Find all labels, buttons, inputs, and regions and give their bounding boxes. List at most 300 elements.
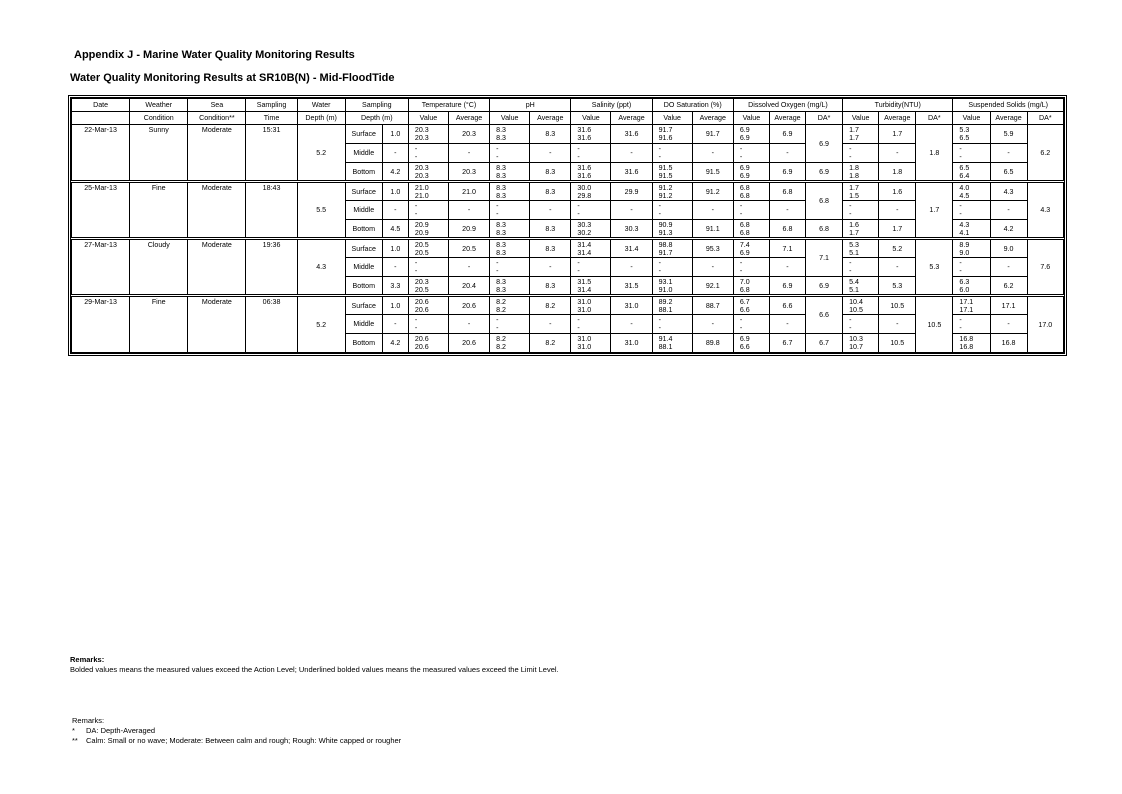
cell-do-2: 6.8	[739, 228, 750, 237]
cell-temp-avg: 20.3	[449, 163, 490, 182]
cell-turb-avg: 10.5	[879, 296, 916, 315]
cell-water-depth: 5.2	[297, 296, 345, 353]
remark-mark: *	[72, 726, 75, 735]
cell-turb-avg: 5.3	[879, 277, 916, 296]
cell-depth: 1.0	[382, 239, 408, 258]
cell-water-depth: 5.5	[297, 182, 345, 239]
col-do-da: DA*	[806, 112, 843, 125]
cell-sal-2: 31.0	[577, 305, 592, 314]
cell-temp-1: -	[414, 259, 418, 267]
cell-turb-2: -	[849, 210, 852, 218]
cell-ss-1: 5.3	[959, 126, 970, 134]
cell-sal	[571, 258, 611, 277]
cell-sea: Moderate	[188, 296, 246, 353]
cell-do	[733, 277, 769, 296]
cell-do	[733, 258, 769, 277]
cell-do	[733, 315, 769, 334]
col-ph-value: Value	[490, 112, 530, 125]
cell-ph-2: -	[496, 153, 499, 161]
cell-temp-1: 20.3	[414, 277, 429, 286]
cell-turb-da: 1.7	[916, 182, 953, 239]
cell-do-da: 6.8	[806, 182, 843, 220]
cell-turb-1: 1.6	[849, 220, 859, 229]
cell-turb	[843, 182, 879, 201]
cell-sal	[571, 277, 611, 296]
cell-ph-1: -	[496, 202, 499, 210]
cell-ph	[490, 182, 530, 201]
cell-temp-2: 20.6	[414, 343, 429, 351]
cell-temp	[408, 220, 448, 239]
cell-dos-2: -	[658, 210, 661, 218]
cell-sal	[571, 125, 611, 144]
cell-ss-avg: 17.1	[990, 296, 1027, 315]
cell-ss-1: -	[959, 259, 962, 267]
cell-ph-2: 8.2	[496, 305, 507, 314]
col-date-sub	[72, 112, 130, 125]
cell-temp-avg: 20.6	[449, 296, 490, 315]
cell-do-2: 6.9	[739, 171, 750, 180]
cell-ph-2: 8.3	[496, 134, 507, 142]
cell-ph-2: 8.2	[496, 343, 507, 351]
col-sea: Sea	[188, 99, 246, 112]
cell-sal	[571, 201, 611, 220]
cell-temp-1: 20.6	[414, 335, 429, 343]
cell-sal	[571, 334, 611, 353]
table-row	[72, 296, 1064, 315]
cell-turb	[843, 144, 879, 163]
cell-depth: 1.0	[382, 125, 408, 144]
cell-dos-avg: -	[692, 258, 733, 277]
cell-ss-1: 16.8	[959, 335, 974, 343]
cell-do-1: 6.9	[739, 163, 750, 172]
cell-ss-2: -	[959, 324, 962, 332]
cell-ph	[490, 277, 530, 296]
cell-ss-avg: -	[990, 315, 1027, 334]
cell-ph-avg: -	[530, 144, 571, 163]
cell-turb-2: 5.1	[849, 285, 859, 294]
cell-do-1: -	[739, 316, 743, 324]
cell-time: 19:36	[246, 239, 297, 296]
cell-dos-1: 91.2	[658, 183, 673, 192]
cell-ss-avg: 5.9	[990, 125, 1027, 144]
cell-depth: -	[382, 201, 408, 220]
cell-ss-1: 4.3	[959, 220, 970, 229]
cell-ss-1: -	[959, 202, 962, 210]
cell-dos-2: -	[658, 267, 661, 275]
cell-temp	[408, 258, 448, 277]
cell-ss	[953, 258, 990, 277]
cell-ss	[953, 125, 990, 144]
cell-do-avg: 6.6	[769, 296, 805, 315]
cell-turb-2: 1.7	[849, 134, 859, 142]
cell-ph	[490, 258, 530, 277]
cell-sal-1: 31.6	[577, 163, 592, 172]
cell-turb	[843, 277, 879, 296]
cell-sal-1: 31.0	[577, 297, 592, 306]
cell-ss-2: 6.4	[959, 171, 970, 180]
cell-ph	[490, 315, 530, 334]
cell-turb	[843, 296, 879, 315]
cell-dos-2: -	[658, 153, 661, 161]
table-row	[72, 125, 1064, 144]
cell-sal	[571, 144, 611, 163]
col-temp-value: Value	[408, 112, 448, 125]
cell-do-1: 7.4	[739, 240, 750, 249]
cell-turb-1: 5.4	[849, 277, 859, 286]
cell-do-1: 6.8	[739, 183, 750, 192]
cell-ph-2: 8.3	[496, 285, 507, 294]
col-sampling-depth: Sampling	[345, 99, 408, 112]
cell-temp-2: 20.5	[414, 248, 429, 257]
cell-turb-avg: -	[879, 258, 916, 277]
cell-ss	[953, 201, 990, 220]
cell-sal-2: -	[577, 324, 580, 332]
col-water-sub: Depth (m)	[297, 112, 345, 125]
cell-do-2: -	[739, 210, 743, 218]
cell-do-da: 7.1	[806, 239, 843, 277]
cell-weather: Sunny	[130, 125, 188, 182]
table-row	[72, 182, 1064, 201]
cell-ph-avg: 8.2	[530, 334, 571, 353]
col-turbidity: Turbidity(NTU)	[843, 99, 953, 112]
col-time-sub: Time	[246, 112, 297, 125]
cell-sal-2: 31.4	[577, 248, 592, 257]
cell-sal-2: -	[577, 210, 580, 218]
cell-turb-avg: 1.7	[879, 220, 916, 239]
cell-do-avg: -	[769, 258, 805, 277]
cell-dos-avg: 91.5	[692, 163, 733, 182]
cell-weather: Fine	[130, 182, 188, 239]
cell-sal-1: 31.4	[577, 240, 592, 249]
cell-depth: -	[382, 315, 408, 334]
cell-do-2: 6.9	[739, 248, 750, 257]
appendix-title: Appendix J - Marine Water Quality Monitoring Results	[74, 49, 355, 61]
cell-turb-1: 10.3	[849, 335, 863, 343]
cell-ph-2: 8.3	[496, 248, 507, 257]
remarks-notes-heading: Remarks:	[72, 716, 105, 725]
cell-temp-2: -	[414, 153, 418, 161]
col-turb-average: Average	[879, 112, 916, 125]
cell-do-avg: 6.7	[769, 334, 805, 353]
cell-temp	[408, 125, 448, 144]
cell-temp-1: -	[414, 145, 418, 153]
cell-do	[733, 239, 769, 258]
cell-dos-2: 91.5	[658, 171, 673, 180]
cell-sal-1: -	[577, 316, 580, 324]
cell-ph-avg: -	[530, 258, 571, 277]
cell-do-1: -	[739, 145, 743, 153]
cell-turb-2: 10.5	[849, 305, 863, 314]
cell-depth: 4.5	[382, 220, 408, 239]
cell-ss-da: 7.6	[1027, 239, 1063, 296]
cell-turb-1: -	[849, 259, 852, 267]
cell-turb-2: 1.8	[849, 171, 859, 180]
cell-temp-avg: 21.0	[449, 182, 490, 201]
col-sal-value: Value	[571, 112, 611, 125]
remark-text: Calm: Small or no wave; Moderate: Between calm and rough; Rough: White capped or rougher	[86, 736, 402, 745]
cell-depth: -	[382, 258, 408, 277]
cell-ss-avg: -	[990, 201, 1027, 220]
cell-ss-avg: -	[990, 258, 1027, 277]
cell-level: Middle	[345, 315, 382, 334]
cell-dos	[652, 125, 692, 144]
cell-ss	[953, 144, 990, 163]
cell-dos-avg: -	[692, 144, 733, 163]
cell-ph-avg: 8.3	[530, 182, 571, 201]
cell-level: Surface	[345, 296, 382, 315]
cell-turb-avg: 1.7	[879, 125, 916, 144]
cell-dos	[652, 182, 692, 201]
cell-sal	[571, 315, 611, 334]
cell-sea: Moderate	[188, 125, 246, 182]
cell-sal	[571, 296, 611, 315]
cell-dos	[652, 315, 692, 334]
cell-ph	[490, 163, 530, 182]
cell-ss-avg: 4.2	[990, 220, 1027, 239]
cell-ss-2: 16.8	[959, 343, 974, 351]
cell-temp-1: 20.5	[414, 240, 429, 249]
remark-item	[72, 736, 401, 746]
remark-item	[72, 726, 401, 736]
cell-ph-2: -	[496, 210, 499, 218]
cell-ss-da: 17.0	[1027, 296, 1063, 353]
cell-sal-2: 29.8	[577, 191, 592, 200]
cell-sal-avg: -	[611, 201, 652, 220]
cell-do-da-bottom: 6.9	[806, 163, 843, 182]
cell-sal-1: 30.3	[577, 220, 592, 229]
cell-do-da-bottom: 6.8	[806, 220, 843, 239]
cell-turb-1: -	[849, 202, 852, 210]
cell-ph-avg: -	[530, 201, 571, 220]
cell-time: 15:31	[246, 125, 297, 182]
cell-dos-avg: 91.2	[692, 182, 733, 201]
cell-turb	[843, 125, 879, 144]
cell-level: Surface	[345, 239, 382, 258]
cell-level: Surface	[345, 182, 382, 201]
cell-dos-2: 91.6	[658, 134, 673, 142]
cell-dos-avg: 88.7	[692, 296, 733, 315]
cell-ph-1: 8.3	[496, 183, 507, 192]
cell-do	[733, 144, 769, 163]
cell-turb	[843, 334, 879, 353]
cell-sal-avg: 29.9	[611, 182, 652, 201]
cell-turb	[843, 201, 879, 220]
cell-turb-2: -	[849, 324, 852, 332]
cell-dos-avg: -	[692, 201, 733, 220]
col-date: Date	[72, 99, 130, 112]
cell-ss-2: -	[959, 153, 962, 161]
col-do-value: Value	[733, 112, 769, 125]
cell-dos-avg: 89.8	[692, 334, 733, 353]
table-body	[72, 125, 1064, 353]
cell-date: 22-Mar-13	[72, 125, 130, 182]
cell-sal-2: 31.6	[577, 171, 592, 180]
cell-sal	[571, 220, 611, 239]
col-ph: pH	[490, 99, 571, 112]
cell-turb-1: -	[849, 145, 852, 153]
cell-sal	[571, 163, 611, 182]
cell-ph-1: 8.2	[496, 297, 507, 306]
cell-ph-2: -	[496, 267, 499, 275]
cell-do	[733, 182, 769, 201]
cell-dos-1: -	[658, 145, 661, 153]
col-do-saturation: DO Saturation (%)	[652, 99, 733, 112]
cell-ss-avg: 6.5	[990, 163, 1027, 182]
cell-ph-2: -	[496, 324, 499, 332]
cell-dos-avg: -	[692, 315, 733, 334]
cell-do-2: 6.6	[739, 305, 750, 314]
cell-do	[733, 296, 769, 315]
cell-dos-1: 93.1	[658, 277, 673, 286]
cell-sal-avg: 31.0	[611, 334, 652, 353]
cell-ph-avg: 8.3	[530, 239, 571, 258]
cell-temp-1: 20.9	[414, 220, 429, 229]
cell-do-1: 6.9	[739, 126, 750, 134]
cell-sal-1: 31.0	[577, 335, 592, 343]
cell-do-avg: 6.8	[769, 220, 805, 239]
cell-temp-avg: 20.9	[449, 220, 490, 239]
col-dissolved-oxygen: Dissolved Oxygen (mg/L)	[733, 99, 842, 112]
cell-temp	[408, 182, 448, 201]
cell-do-2: -	[739, 324, 743, 332]
cell-do-2: 6.8	[739, 191, 750, 200]
col-water-depth: Water	[297, 99, 345, 112]
cell-turb-1: 5.3	[849, 240, 859, 249]
cell-dos	[652, 258, 692, 277]
cell-sal-2: 31.0	[577, 343, 592, 351]
results-table	[71, 98, 1064, 353]
cell-level: Bottom	[345, 163, 382, 182]
cell-turb-2: -	[849, 267, 852, 275]
cell-temp	[408, 334, 448, 353]
cell-do-2: 6.8	[739, 285, 750, 294]
cell-temp-avg: -	[449, 315, 490, 334]
cell-ss	[953, 334, 990, 353]
cell-temp	[408, 296, 448, 315]
cell-level: Middle	[345, 201, 382, 220]
cell-dos-2: -	[658, 324, 661, 332]
col-ss-average: Average	[990, 112, 1027, 125]
cell-turb-avg: 1.6	[879, 182, 916, 201]
remark-text: DA: Depth-Averaged	[86, 726, 156, 735]
cell-ph	[490, 334, 530, 353]
cell-dos-avg: 92.1	[692, 277, 733, 296]
cell-ph-2: 8.3	[496, 171, 507, 180]
cell-turb-avg: -	[879, 144, 916, 163]
cell-turb-da: 5.3	[916, 239, 953, 296]
cell-turb-avg: -	[879, 315, 916, 334]
cell-dos-1: 91.4	[658, 335, 673, 343]
cell-do-1: 6.8	[739, 220, 750, 229]
cell-dos-1: -	[658, 316, 661, 324]
cell-temp	[408, 239, 448, 258]
cell-dos-avg: 91.1	[692, 220, 733, 239]
cell-sea: Moderate	[188, 239, 246, 296]
cell-turb	[843, 220, 879, 239]
cell-ph-1: 8.3	[496, 126, 507, 134]
cell-sal-avg: 31.0	[611, 296, 652, 315]
cell-temp-1: -	[414, 202, 418, 210]
cell-sal-avg: 31.5	[611, 277, 652, 296]
cell-water-depth: 4.3	[297, 239, 345, 296]
cell-ph-1: -	[496, 259, 499, 267]
cell-sal-avg: 31.6	[611, 125, 652, 144]
cell-turb-2: 1.5	[849, 191, 859, 200]
cell-dos-1: 91.5	[658, 163, 673, 172]
remarks-notes	[72, 716, 401, 746]
cell-do	[733, 334, 769, 353]
cell-do-avg: -	[769, 201, 805, 220]
cell-do-1: 7.0	[739, 277, 750, 286]
cell-depth: 3.3	[382, 277, 408, 296]
remark-mark: **	[72, 736, 78, 745]
cell-ph-avg: 8.3	[530, 163, 571, 182]
cell-ph-avg: 8.3	[530, 125, 571, 144]
col-sampling-time: Sampling	[246, 99, 297, 112]
cell-dos	[652, 163, 692, 182]
cell-temp-avg: 20.6	[449, 334, 490, 353]
cell-do-avg: 6.9	[769, 125, 805, 144]
cell-ss-1: 6.3	[959, 277, 970, 286]
cell-dos	[652, 201, 692, 220]
cell-ss-1: 8.9	[959, 240, 970, 249]
cell-turb-avg: 1.8	[879, 163, 916, 182]
cell-temp-2: 20.6	[414, 305, 429, 314]
cell-time: 18:43	[246, 182, 297, 239]
col-temp-average: Average	[449, 112, 490, 125]
cell-temp-2: 20.3	[414, 134, 429, 142]
cell-dos	[652, 239, 692, 258]
cell-temp-1: 20.6	[414, 297, 429, 306]
cell-turb-avg: 5.2	[879, 239, 916, 258]
cell-do-avg: -	[769, 315, 805, 334]
col-dos-average: Average	[692, 112, 733, 125]
cell-turb-1: 1.7	[849, 126, 859, 134]
cell-do-2: 6.6	[739, 343, 750, 351]
results-table-frame	[68, 95, 1067, 356]
cell-ph-1: -	[496, 145, 499, 153]
cell-ss-avg: -	[990, 144, 1027, 163]
cell-level: Surface	[345, 125, 382, 144]
cell-ss	[953, 239, 990, 258]
cell-ss	[953, 277, 990, 296]
cell-temp-avg: 20.4	[449, 277, 490, 296]
cell-temp-1: 20.3	[414, 163, 429, 172]
cell-ss-2: 6.0	[959, 285, 970, 294]
cell-temp	[408, 315, 448, 334]
cell-turb-avg: -	[879, 201, 916, 220]
cell-temp-avg: -	[449, 258, 490, 277]
cell-ss-avg: 6.2	[990, 277, 1027, 296]
cell-dos-1: 90.9	[658, 220, 673, 229]
remarks-heading: Remarks:	[70, 655, 105, 664]
col-suspended-solids: Suspended Solids (mg/L)	[953, 99, 1064, 112]
cell-ph-avg: -	[530, 315, 571, 334]
cell-water-depth: 5.2	[297, 125, 345, 182]
cell-sal-1: 31.6	[577, 126, 592, 134]
cell-dos-1: -	[658, 259, 661, 267]
cell-do-avg: 6.8	[769, 182, 805, 201]
cell-do	[733, 201, 769, 220]
cell-sal-avg: -	[611, 315, 652, 334]
cell-temp-avg: -	[449, 144, 490, 163]
cell-do-da-bottom: 6.9	[806, 277, 843, 296]
cell-temp	[408, 201, 448, 220]
cell-temp-2: 20.9	[414, 228, 429, 237]
cell-depth: 1.0	[382, 296, 408, 315]
cell-date: 25-Mar-13	[72, 182, 130, 239]
cell-dos-1: 98.8	[658, 240, 673, 249]
